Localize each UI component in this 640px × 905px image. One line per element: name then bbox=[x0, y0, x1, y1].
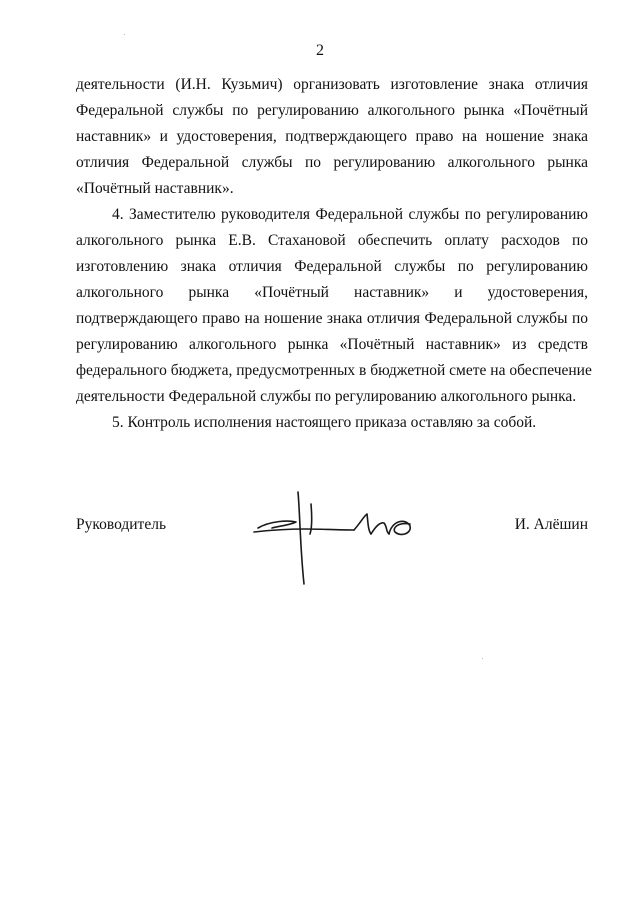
text-line: изготовлению знака отличия Федеральной службы по регулированию bbox=[76, 258, 588, 275]
text-line: наставник» и удостоверения, подтверждающего право на ношение знака bbox=[76, 128, 588, 145]
text-line: отличия Федеральной службы по регулированию алкогольного рынка bbox=[76, 154, 588, 171]
document-body bbox=[76, 72, 592, 436]
paragraph-item-5 bbox=[76, 410, 588, 436]
text-line: Федеральной службы по регулированию алкогольного рынка «Почётный bbox=[76, 102, 588, 119]
handwritten-signature bbox=[250, 488, 425, 588]
paragraph-item-4 bbox=[76, 202, 592, 410]
signatory-name: И. Алёшин bbox=[514, 516, 588, 533]
text-line: подтверждающего право на ношение знака отличия Федеральной службы по bbox=[76, 310, 588, 327]
text-line: 4. Заместителю руководителя Федеральной службы по регулированию bbox=[112, 206, 588, 223]
text-line: «Почётный наставник». bbox=[76, 180, 234, 197]
scan-speck bbox=[124, 34, 125, 35]
text-line: деятельности (И.Н. Кузьмич) организовать изготовление знака отличия bbox=[76, 76, 588, 93]
text-line: алкогольного рынка «Почётный наставник» и удостоверения, bbox=[76, 284, 588, 301]
page-number: 2 bbox=[316, 42, 324, 59]
paragraph-continuation bbox=[76, 72, 588, 202]
signatory-position: Руководитель bbox=[76, 516, 167, 533]
text-line: федерального бюджета, предусмотренных в бюджетной смете на обеспечение bbox=[76, 362, 592, 379]
text-line: алкогольного рынка Е.В. Стахановой обеспечить оплату расходов по bbox=[76, 232, 588, 249]
scan-speck bbox=[482, 658, 483, 659]
text-line: 5. Контроль исполнения настоящего приказа оставляю за собой. bbox=[112, 414, 537, 431]
text-line: деятельности Федеральной службы по регулированию алкогольного рынка. bbox=[76, 388, 577, 405]
text-line: регулированию алкогольного рынка «Почётный наставник» из средств bbox=[76, 336, 588, 353]
